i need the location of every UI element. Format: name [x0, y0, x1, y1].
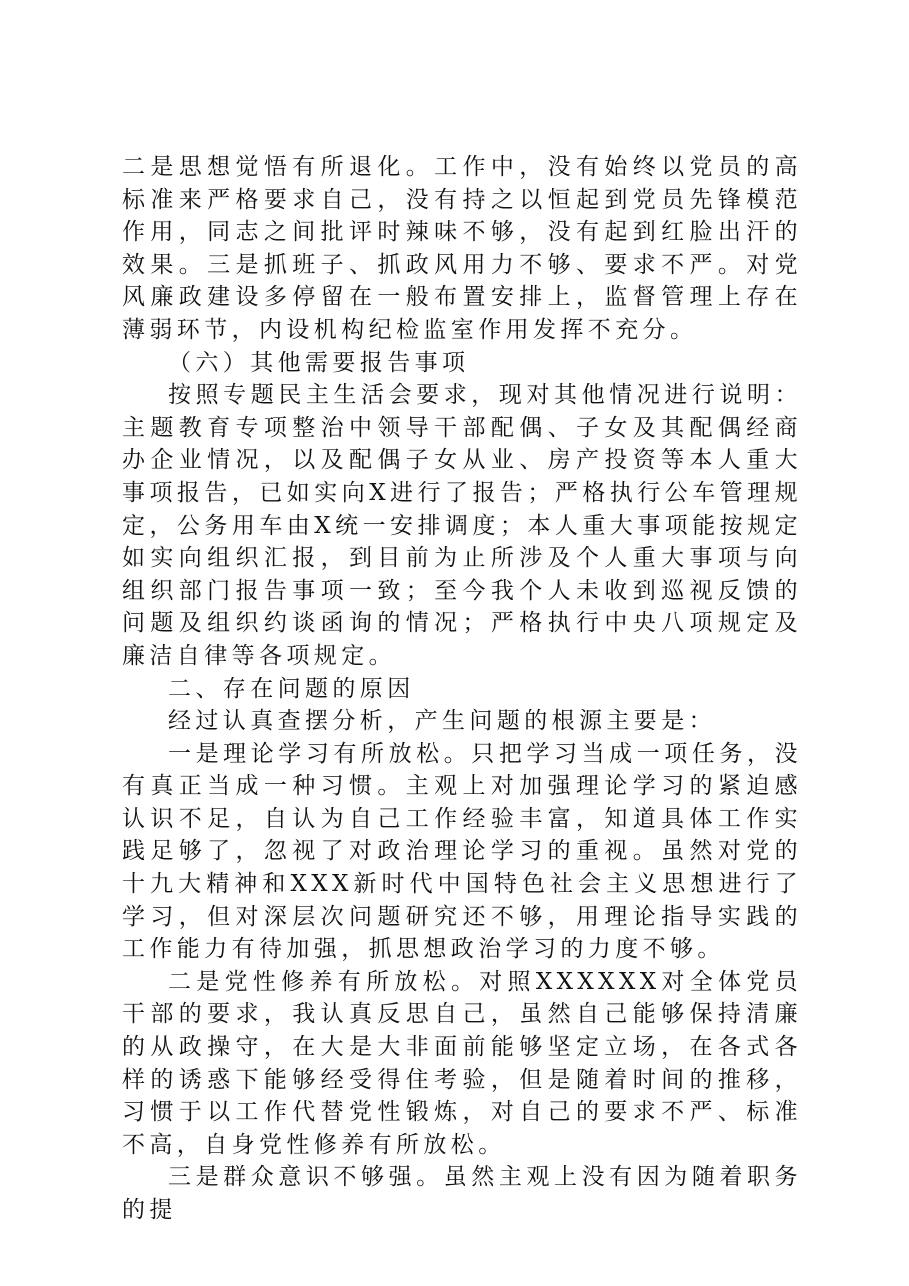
- paragraph-other-matters: 按照专题民主生活会要求，现对其他情况进行说明：主题教育专项整治中领导干部配偶、子女及其配偶经商办企业情况，以及配偶子女从业、房产投资等本人重大事项报告，已如实向X进行了报告；严格执行公车管理规定，公务用车由X统一安排调度；本人重大事项能按规定如实向组织汇报，到目前为止所涉及个人重大事项与向组织部门报告事项一致；至今我个人未收到巡视反馈的问题及组织约谈函询的情况；严格执行中央八项规定及廉洁自律等各项规定。: [122, 382, 802, 669]
- section-heading-other-matters: （六）其他需要报告事项: [168, 349, 470, 376]
- paragraph-thought-awareness: 二是思想觉悟有所退化。工作中，没有始终以党员的高标准来严格要求自己，没有持之以恒起到党员先锋模范作用，同志之间批评时辣味不够，没有起到红脸出汗的效果。三是抓班子、抓政风用力不够、要求不严。对党风廉政建设多停留在一般布置安排上，监督管理上存在薄弱环节，内设机构纪检监室作用发挥不充分。: [122, 154, 802, 343]
- paragraph-mass-awareness: 三是群众意识不够强。虽然主观上没有因为随着职务的提: [122, 1164, 802, 1223]
- document-body: [122, 151, 802, 1227]
- paragraph-theory-study: 一是理论学习有所放松。只把学习当成一项任务，没有真正当成一种习惯。主观上对加强理论学习的紧迫感认识不足，自认为自己工作经验丰富，知道具体工作实践足够了，忽视了对政治理论学习的重视。虽然对党的十九大精神和XXX新时代中国特色社会主义思想进行了学习，但对深层次问题研究还不够，用理论指导实践的工作能力有待加强，抓思想政治学习的力度不够。: [122, 740, 802, 963]
- paragraph-party-spirit: 二是党性修养有所放松。对照XXXXXX对全体党员干部的要求，我认真反思自己，虽然自己能够保持清廉的从政操守，在大是大非面前能够坚定立场，在各式各样的诱惑下能够经受得住考验，但是随着时间的推移，习惯于以工作代替党性锻炼，对自己的要求不严、标准不高，自身党性修养有所放松。: [122, 968, 802, 1158]
- paragraph-causes-intro: 经过认真查摆分析，产生问题的根源主要是：: [168, 708, 716, 735]
- section-heading-causes: 二、存在问题的原因: [168, 675, 415, 702]
